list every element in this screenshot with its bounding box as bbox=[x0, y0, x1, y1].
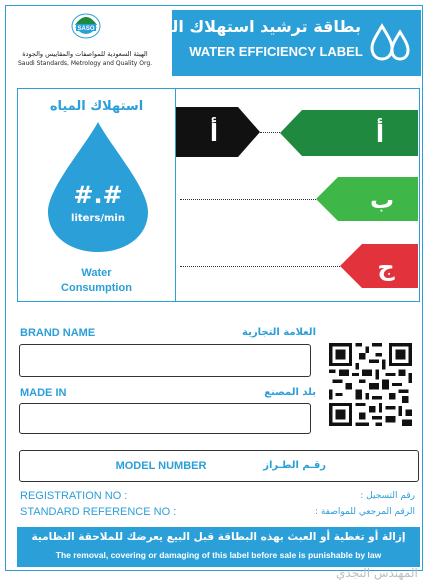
consumption-unit: liters/min bbox=[71, 213, 125, 224]
brand-name-field[interactable] bbox=[19, 344, 311, 377]
consumption-title-line2: Consumption bbox=[61, 282, 132, 294]
registration-no-label-arabic: رقم التسجيل : bbox=[360, 491, 415, 501]
grade-a-arrow-shape bbox=[280, 110, 418, 156]
consumption-value: #.# bbox=[73, 181, 123, 209]
saso-logo-text: SASO bbox=[77, 26, 95, 32]
label-title-arabic: بطاقة ترشيد استهلاك المياه bbox=[139, 17, 361, 36]
brand-name-label-arabic: العلامة التجارية bbox=[242, 327, 316, 338]
grade-a-connector bbox=[260, 132, 280, 133]
footer-warning-arabic: إزالة أو تغطية أو العبث بهذه البطاقة قبل البيع يعرضك للملاحقة النظامية bbox=[31, 531, 406, 543]
qr-code-icon[interactable] bbox=[329, 343, 412, 426]
model-number-label: MODEL NUMBER bbox=[115, 460, 207, 472]
consumption-title-line1: Water bbox=[81, 267, 112, 279]
made-in-label: MADE IN bbox=[20, 387, 67, 399]
label-title-english: WATER EFFICIENCY LABEL bbox=[189, 44, 363, 59]
grade-c-connector bbox=[180, 266, 340, 267]
water-drops-icon bbox=[367, 18, 415, 66]
made-in-label-arabic: بلد المصنع bbox=[264, 387, 316, 398]
model-number-label-arabic: رقـم الطـراز bbox=[263, 460, 326, 471]
grade-b-arrow-shape bbox=[316, 177, 418, 221]
registration-no-label: REGISTRATION NO : bbox=[20, 490, 128, 502]
grade-b-connector bbox=[180, 199, 316, 200]
grade-c-arrow bbox=[340, 244, 418, 288]
grade-a-letter: أ bbox=[375, 120, 385, 148]
watermark-text: المهندس النجدي bbox=[336, 566, 418, 580]
standard-reference-label: STANDARD REFERENCE NO : bbox=[20, 506, 177, 518]
made-in-field[interactable] bbox=[19, 403, 311, 434]
footer-warning-english: The removal, covering or damaging of this label before sale is punishable by law bbox=[55, 550, 382, 560]
standard-reference-label-arabic: الرقم المرجعي للمواصفة : bbox=[314, 507, 415, 517]
brand-name-label: BRAND NAME bbox=[20, 327, 96, 339]
selected-grade-arrow bbox=[176, 107, 260, 157]
selected-grade-letter: أ bbox=[209, 119, 219, 147]
consumption-title-english bbox=[20, 266, 173, 296]
org-name-english: Saudi Standards, Metrology and Quality Org. bbox=[17, 60, 153, 67]
grade-b-arrow bbox=[316, 177, 418, 221]
consumption-title-arabic: استهلاك المياه bbox=[49, 99, 144, 114]
grade-c-letter: ج bbox=[377, 253, 395, 281]
saso-logo-icon bbox=[69, 11, 103, 45]
org-name-arabic: الهيئة السعودية للمواصفات والمقاييس والجودة bbox=[22, 50, 148, 58]
grade-a-arrow bbox=[280, 110, 418, 156]
grade-b-letter: ب bbox=[369, 186, 395, 214]
